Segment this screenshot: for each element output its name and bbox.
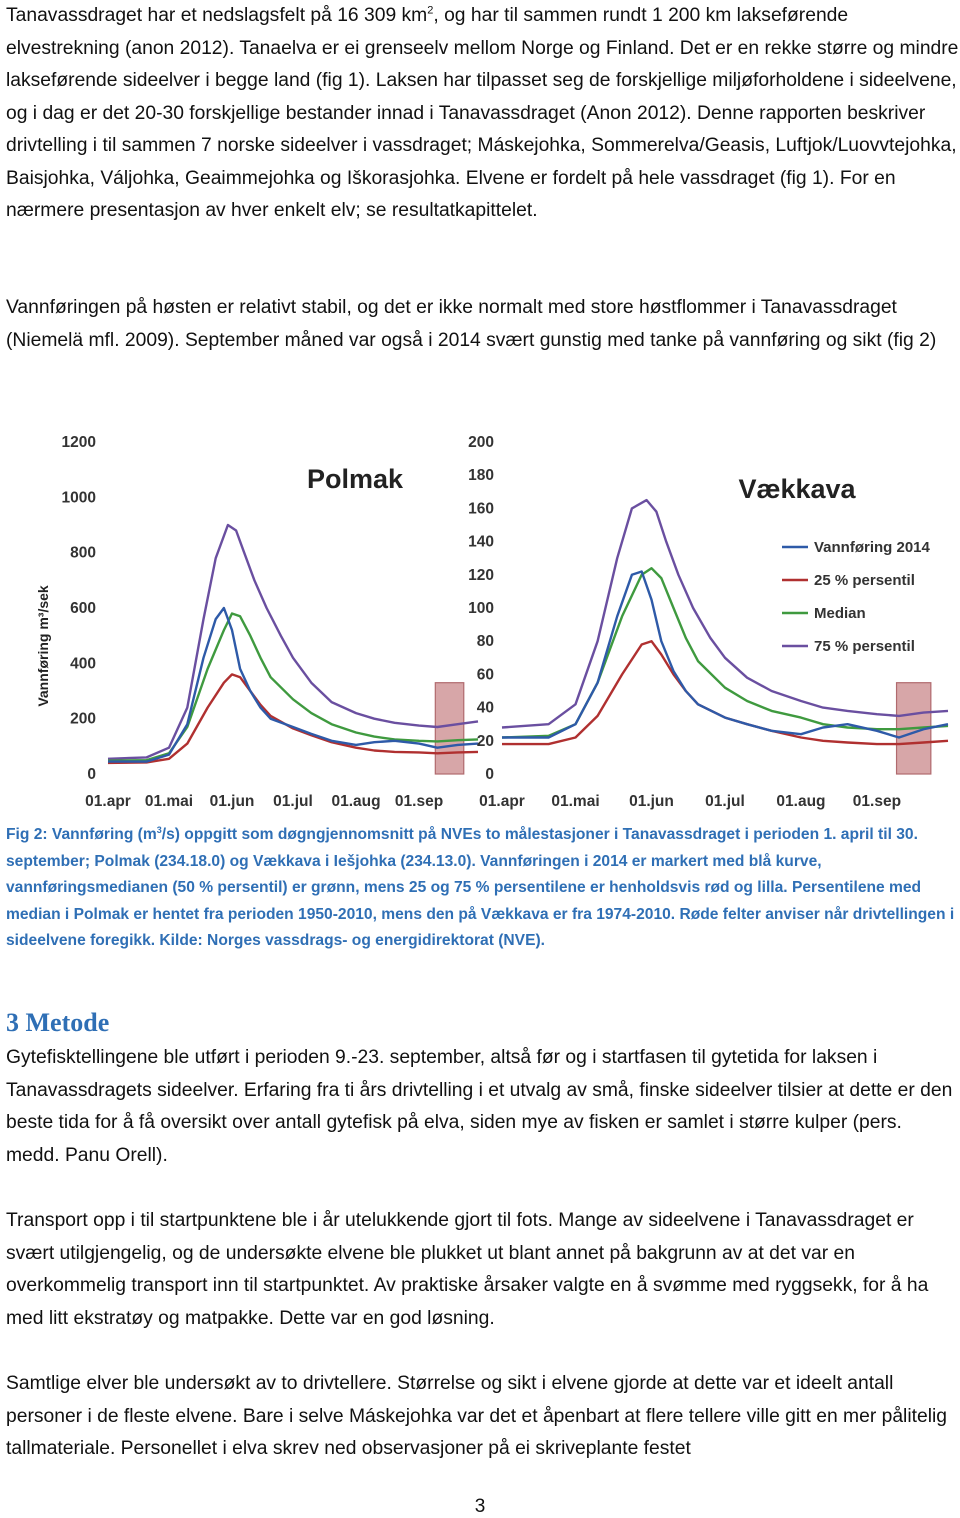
legend-label: 25 % persentil bbox=[814, 572, 915, 589]
intro-text-a: Tanavassdraget har et nedslagsfelt på 16 309 km bbox=[6, 5, 428, 26]
intro-superscript: 2 bbox=[427, 4, 434, 17]
y-tick-label: 0 bbox=[87, 766, 96, 783]
y-tick-label: 0 bbox=[485, 766, 494, 783]
page-number: 3 bbox=[474, 1496, 486, 1517]
figure-caption bbox=[6, 822, 956, 955]
y-tick-label: 80 bbox=[476, 633, 494, 651]
method-paragraph-1: Gytefisktellingene ble utført i perioden 9.-23. september, altså før og i startfasen til gytetida for laksen i Tanavassdragets sideelver. Erfaring fra ti års drivtelling i et utvalg av små, finske sideelver tilsier at dette er den beste tida for å få oversikt over antall gytefisk på elva, siden mye av fisken er samlet i større kulper (pers. medd. Panu Orell). bbox=[6, 1047, 953, 1166]
legend-label: 75 % persentil bbox=[814, 638, 915, 655]
method-paragraph-3: Samtlige elver ble undersøkt av to drivtellere. Størrelse og sikt i elvene gjorde at dette var et ideelt antall personer i de fleste elvene. Bare i selve Máskejohka var det et åpenbart at flere tellere ville gitt en mer pålitelig tallmateriale. Personellet i elva skrev ned observasjoner på ei skriveplante festet bbox=[6, 1373, 947, 1459]
x-tick-label: 01.sep bbox=[394, 793, 444, 810]
x-tick-label: 01.sep bbox=[852, 793, 902, 810]
x-tick-label: 01.mai bbox=[551, 793, 600, 810]
intro-text-b: , og har til sammen rundt 1 200 km lakseførende elvestrekning (anon 2012). Tanaelva er ei grenseelv mellom Norge og Finland. Det er en rekke større og mindre lakseførende sideelver i begge land (fig 1). Laksen har tilpasset seg de forskjellige miljøforholdene i sideelvene, og i dag er det 20-30 forskjellige bestander innad i Tanavassdraget (Anon 2012). Denne rapporten beskriver drivtelling i til sammen 7 norske sideelver i vassdraget; Máskejohka, Sommerelva/Geasis, Luftjok/Luovvtejohka, Baisjohka, Váljohka, Geaimmejohka og Iškorasjohka. Elvene er fordelt på hele vassdraget (fig 1). For en nærmere presentasjon av hver enkelt elv; se resultatkapittelet. bbox=[6, 5, 959, 221]
x-tick-label: 01.jul bbox=[705, 793, 745, 810]
y-tick-label: 1200 bbox=[61, 434, 96, 451]
y-tick-label: 120 bbox=[468, 566, 494, 584]
x-tick-label: 01.apr bbox=[479, 793, 525, 810]
y-tick-label: 200 bbox=[70, 710, 96, 728]
series-line-median bbox=[108, 614, 478, 761]
discharge-figure bbox=[0, 428, 960, 818]
y-tick-label: 200 bbox=[468, 434, 494, 451]
y-tick-label: 60 bbox=[476, 666, 494, 684]
survey-period-box bbox=[435, 683, 463, 774]
x-tick-label: 01.jun bbox=[209, 793, 255, 810]
y-tick-label: 600 bbox=[70, 600, 96, 617]
caption-superscript: 3 bbox=[156, 824, 162, 835]
section-heading: 3 Metode bbox=[6, 1008, 110, 1037]
method-paragraph-2: Transport opp i til startpunktene ble i år utelukkende gjort til fots. Mange av sideelvene i Tanavassdraget er svært utilgjengelig, og de undersøkte elvene ble plukket ut blant annet på bakgrunn av at det var en overkommelig transport inn til startpunktet. Av praktiske årsaker valgte en å svømme med ryggsekk, for å ha med litt ekstratøy og matpakke. Dette var en god løsning. bbox=[6, 1210, 929, 1329]
chart-title: Polmak bbox=[306, 464, 404, 494]
x-tick-label: 01.aug bbox=[331, 793, 381, 810]
series-line-p75 bbox=[502, 500, 948, 727]
x-tick-label: 01.apr bbox=[85, 793, 131, 810]
y-tick-label: 40 bbox=[476, 699, 494, 717]
x-tick-label: 01.jun bbox=[629, 793, 674, 810]
y-axis-label: Vannføring m³/sek bbox=[35, 585, 51, 707]
caption-text-a: Fig 2: Vannføring (m bbox=[6, 826, 157, 843]
series-line-p75 bbox=[108, 525, 478, 759]
y-tick-label: 140 bbox=[468, 533, 494, 551]
y-tick-label: 160 bbox=[468, 500, 494, 518]
series-line-y2014 bbox=[108, 608, 478, 762]
y-tick-label: 1000 bbox=[61, 489, 96, 507]
y-tick-label: 180 bbox=[468, 467, 494, 485]
legend-label: Median bbox=[814, 605, 866, 622]
x-tick-label: 01.jul bbox=[273, 793, 313, 810]
chart-title: Vækkava bbox=[738, 474, 856, 504]
y-tick-label: 800 bbox=[70, 544, 96, 562]
legend-label: Vannføring 2014 bbox=[814, 539, 930, 556]
x-tick-label: 01.mai bbox=[144, 793, 194, 810]
vaekkava-chart bbox=[468, 434, 948, 810]
legend bbox=[782, 539, 931, 655]
y-tick-label: 20 bbox=[476, 732, 494, 750]
intro-paragraph-2: Vannføringen på høsten er relativt stabil, og det er ikke normalt med store høstflommer i Tanavassdraget (Niemelä mfl. 2009). September måned var også i 2014 svært gunstig med tanke på vannføring og sikt (fig 2) bbox=[6, 297, 937, 351]
polmak-chart bbox=[62, 434, 478, 810]
y-tick-label: 400 bbox=[70, 655, 96, 673]
x-tick-label: 01.aug bbox=[776, 793, 826, 810]
y-tick-label: 100 bbox=[468, 600, 494, 617]
intro-paragraph-1 bbox=[6, 0, 960, 228]
caption-text-b: /s) oppgitt som døgngjennomsnitt på NVEs to målestasjoner i Tanavassdraget i perioden 1. april til 30. september; Polmak (234.18.0) og Vækkava i Iešjohka (234.13.0). Vannføringen i 2014 er markert med blå kurve, vannføringsmedianen (50 % persentil) er grønn, mens 25 og 75 % persentilene er henholdsvis rød og lilla. Persentilene med median i Polmak er hentet fra perioden 1950-2010, mens den på Vækkava er fra 1974-2010. Røde felter anviser når drivtellingen i sideelvene foregikk. Kilde: Norges vassdrags- og energidirektorat (NVE). bbox=[6, 826, 955, 949]
